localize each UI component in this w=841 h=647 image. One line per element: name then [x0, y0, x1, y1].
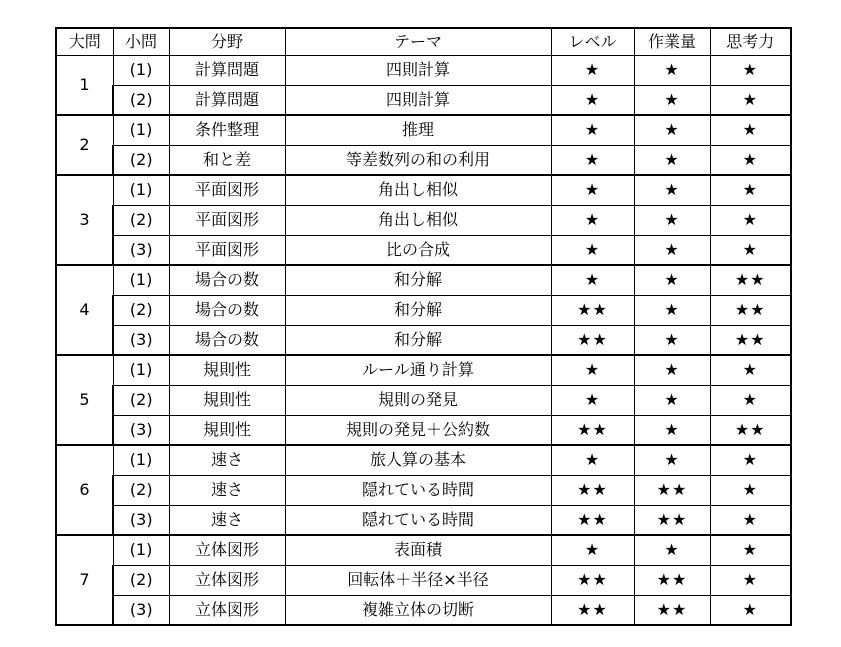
level-stars: ★: [551, 235, 634, 265]
sub-question-cell: (2): [113, 385, 169, 415]
level-stars: ★: [551, 205, 634, 235]
thinking-stars: ★: [710, 205, 791, 235]
workload-stars: ★: [634, 385, 710, 415]
table-row: [56, 445, 791, 475]
theme-cell: 隠れている時間: [285, 475, 551, 505]
workload-stars: ★★: [634, 595, 710, 625]
sub-question-cell: (3): [113, 325, 169, 355]
workload-stars: ★★: [634, 475, 710, 505]
header-thinking: 思考力: [710, 28, 791, 55]
field-cell: 計算問題: [169, 55, 285, 85]
table-row: [56, 475, 791, 505]
sub-question-cell: (1): [113, 265, 169, 295]
level-stars: ★: [551, 445, 634, 475]
theme-cell: ルール通り計算: [285, 355, 551, 385]
field-cell: 計算問題: [169, 85, 285, 115]
field-cell: 場合の数: [169, 325, 285, 355]
level-stars: ★: [551, 85, 634, 115]
thinking-stars: ★: [710, 385, 791, 415]
header-sub-question: 小問: [113, 28, 169, 55]
field-cell: 規則性: [169, 355, 285, 385]
theme-cell: 表面積: [285, 535, 551, 565]
workload-stars: ★: [634, 325, 710, 355]
theme-cell: 旅人算の基本: [285, 445, 551, 475]
level-stars: ★★: [551, 505, 634, 535]
theme-cell: 角出し相似: [285, 175, 551, 205]
level-stars: ★: [551, 55, 634, 85]
sub-question-cell: (1): [113, 175, 169, 205]
level-stars: ★★: [551, 325, 634, 355]
sub-question-cell: (2): [113, 475, 169, 505]
problem-analysis-table: [55, 27, 792, 626]
major-question-number: 3: [56, 175, 113, 265]
level-stars: ★: [551, 115, 634, 145]
sub-question-cell: (1): [113, 55, 169, 85]
theme-cell: 四則計算: [285, 55, 551, 85]
theme-cell: 複雑立体の切断: [285, 595, 551, 625]
table-row: [56, 415, 791, 445]
major-question-number: 5: [56, 355, 113, 445]
table-row: [56, 385, 791, 415]
table-row: [56, 145, 791, 175]
theme-cell: 等差数列の和の利用: [285, 145, 551, 175]
major-question-number: 1: [56, 55, 113, 115]
thinking-stars: ★: [710, 235, 791, 265]
header-row: [56, 28, 791, 55]
field-cell: 速さ: [169, 475, 285, 505]
level-stars: ★: [551, 535, 634, 565]
workload-stars: ★★: [634, 565, 710, 595]
theme-cell: 推理: [285, 115, 551, 145]
theme-cell: 回転体＋半径×半径: [285, 565, 551, 595]
table-row: [56, 355, 791, 385]
field-cell: 規則性: [169, 385, 285, 415]
table-row: [56, 535, 791, 565]
sub-question-cell: (2): [113, 205, 169, 235]
theme-cell: 和分解: [285, 295, 551, 325]
field-cell: 立体図形: [169, 535, 285, 565]
field-cell: 平面図形: [169, 175, 285, 205]
table-row: [56, 175, 791, 205]
sub-question-cell: (1): [113, 355, 169, 385]
sub-question-cell: (2): [113, 145, 169, 175]
workload-stars: ★: [634, 205, 710, 235]
workload-stars: ★: [634, 55, 710, 85]
thinking-stars: ★★: [710, 325, 791, 355]
table-row: [56, 505, 791, 535]
theme-cell: 規則の発見＋公約数: [285, 415, 551, 445]
major-question-number: 2: [56, 115, 113, 175]
theme-cell: 四則計算: [285, 85, 551, 115]
theme-cell: 和分解: [285, 265, 551, 295]
table-row: [56, 235, 791, 265]
field-cell: 速さ: [169, 505, 285, 535]
field-cell: 場合の数: [169, 295, 285, 325]
sub-question-cell: (2): [113, 295, 169, 325]
workload-stars: ★: [634, 355, 710, 385]
workload-stars: ★: [634, 115, 710, 145]
field-cell: 平面図形: [169, 235, 285, 265]
sub-question-cell: (3): [113, 235, 169, 265]
thinking-stars: ★: [710, 505, 791, 535]
table-row: [56, 205, 791, 235]
thinking-stars: ★: [710, 355, 791, 385]
thinking-stars: ★: [710, 85, 791, 115]
major-question-number: 4: [56, 265, 113, 355]
table-row: [56, 295, 791, 325]
theme-cell: 角出し相似: [285, 205, 551, 235]
level-stars: ★★: [551, 595, 634, 625]
major-question-number: 6: [56, 445, 113, 535]
sub-question-cell: (2): [113, 565, 169, 595]
theme-cell: 規則の発見: [285, 385, 551, 415]
workload-stars: ★: [634, 265, 710, 295]
sub-question-cell: (1): [113, 445, 169, 475]
field-cell: 場合の数: [169, 265, 285, 295]
thinking-stars: ★: [710, 475, 791, 505]
level-stars: ★: [551, 385, 634, 415]
thinking-stars: ★: [710, 55, 791, 85]
thinking-stars: ★★: [710, 265, 791, 295]
table-row: [56, 325, 791, 355]
field-cell: 平面図形: [169, 205, 285, 235]
header-major-question: 大問: [56, 28, 113, 55]
level-stars: ★: [551, 145, 634, 175]
thinking-stars: ★: [710, 145, 791, 175]
level-stars: ★: [551, 175, 634, 205]
field-cell: 立体図形: [169, 595, 285, 625]
thinking-stars: ★★: [710, 415, 791, 445]
thinking-stars: ★★: [710, 295, 791, 325]
level-stars: ★★: [551, 565, 634, 595]
thinking-stars: ★: [710, 115, 791, 145]
sub-question-cell: (3): [113, 595, 169, 625]
theme-cell: 比の合成: [285, 235, 551, 265]
workload-stars: ★: [634, 295, 710, 325]
header-workload: 作業量: [634, 28, 710, 55]
level-stars: ★: [551, 355, 634, 385]
level-stars: ★★: [551, 415, 634, 445]
table-row: [56, 265, 791, 295]
theme-cell: 和分解: [285, 325, 551, 355]
sub-question-cell: (3): [113, 415, 169, 445]
workload-stars: ★: [634, 445, 710, 475]
thinking-stars: ★: [710, 565, 791, 595]
sub-question-cell: (3): [113, 505, 169, 535]
table-body: [56, 28, 791, 625]
thinking-stars: ★: [710, 535, 791, 565]
sub-question-cell: (1): [113, 535, 169, 565]
table-row: [56, 55, 791, 85]
table-row: [56, 595, 791, 625]
table-row: [56, 565, 791, 595]
major-question-number: 7: [56, 535, 113, 625]
workload-stars: ★: [634, 145, 710, 175]
field-cell: 規則性: [169, 415, 285, 445]
thinking-stars: ★: [710, 175, 791, 205]
level-stars: ★★: [551, 295, 634, 325]
field-cell: 和と差: [169, 145, 285, 175]
header-theme: テーマ: [285, 28, 551, 55]
workload-stars: ★: [634, 235, 710, 265]
workload-stars: ★: [634, 535, 710, 565]
field-cell: 条件整理: [169, 115, 285, 145]
workload-stars: ★: [634, 415, 710, 445]
workload-stars: ★: [634, 85, 710, 115]
header-level: レベル: [551, 28, 634, 55]
workload-stars: ★★: [634, 505, 710, 535]
thinking-stars: ★: [710, 595, 791, 625]
field-cell: 立体図形: [169, 565, 285, 595]
level-stars: ★★: [551, 475, 634, 505]
header-field: 分野: [169, 28, 285, 55]
level-stars: ★: [551, 265, 634, 295]
sub-question-cell: (2): [113, 85, 169, 115]
table-row: [56, 85, 791, 115]
field-cell: 速さ: [169, 445, 285, 475]
workload-stars: ★: [634, 175, 710, 205]
theme-cell: 隠れている時間: [285, 505, 551, 535]
sub-question-cell: (1): [113, 115, 169, 145]
thinking-stars: ★: [710, 445, 791, 475]
table-row: [56, 115, 791, 145]
